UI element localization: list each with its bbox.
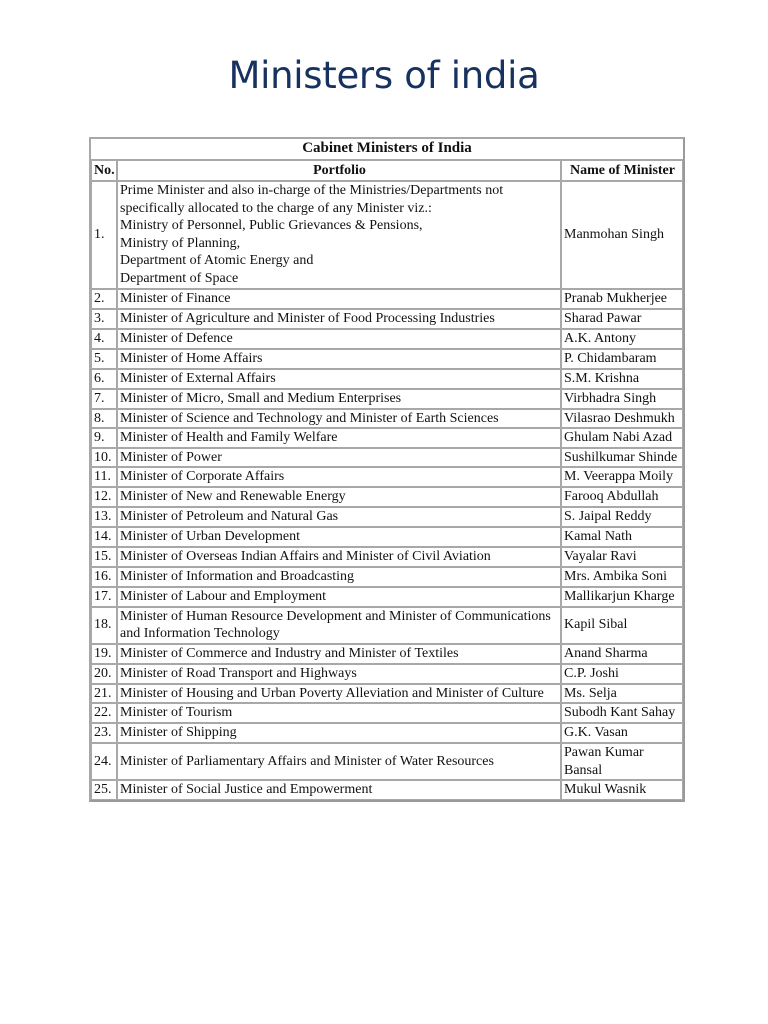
minister-name-cell: Virbhadra Singh: [561, 389, 683, 409]
row-number: 25.: [91, 780, 117, 800]
row-number: 2.: [91, 289, 117, 309]
minister-name-cell: Ms. Selja: [561, 684, 683, 704]
minister-name-cell: C.P. Joshi: [561, 664, 683, 684]
portfolio-line: Prime Minister and also in-charge of the Ministries/Departments not: [120, 183, 504, 198]
minister-name-cell: S. Jaipal Reddy: [561, 507, 683, 527]
portfolio-cell: Minister of Urban Development: [117, 527, 561, 547]
table-row: [91, 507, 683, 527]
table-row: [91, 181, 683, 289]
row-number: 8.: [91, 409, 117, 429]
table-row: [91, 567, 683, 587]
ministers-table-container: [89, 137, 681, 802]
portfolio-cell: [117, 181, 561, 289]
table-row: [91, 664, 683, 684]
table-row: [91, 684, 683, 704]
row-number: 24.: [91, 743, 117, 780]
row-number: 22.: [91, 703, 117, 723]
column-header-name: Name of Minister: [561, 160, 683, 181]
table-caption-row: [91, 139, 683, 160]
portfolio-line: Ministry of Personnel, Public Grievances & Pensions,: [120, 218, 423, 234]
table-header-row: [91, 160, 683, 181]
minister-name-cell: M. Veerappa Moily: [561, 467, 683, 487]
portfolio-cell: Minister of Defence: [117, 329, 561, 349]
row-number: 15.: [91, 547, 117, 567]
minister-name-cell: S.M. Krishna: [561, 369, 683, 389]
portfolio-cell: Minister of Science and Technology and Minister of Earth Sciences: [117, 409, 561, 429]
table-row: [91, 329, 683, 349]
minister-name-cell: Anand Sharma: [561, 644, 683, 664]
portfolio-cell: Minister of Labour and Employment: [117, 587, 561, 607]
minister-name-cell: Vayalar Ravi: [561, 547, 683, 567]
portfolio-cell: Minister of Commerce and Industry and Minister of Textiles: [117, 644, 561, 664]
page-title: Ministers of india: [228, 54, 540, 97]
portfolio-line: Department of Space: [120, 270, 239, 286]
minister-name-cell: Mrs. Ambika Soni: [561, 567, 683, 587]
row-number: 10.: [91, 448, 117, 468]
minister-name-cell: Ghulam Nabi Azad: [561, 428, 683, 448]
row-number: 4.: [91, 329, 117, 349]
row-number: 1.: [91, 181, 117, 289]
minister-name-cell: P. Chidambaram: [561, 349, 683, 369]
minister-name-cell: Sharad Pawar: [561, 309, 683, 329]
portfolio-cell: Minister of Finance: [117, 289, 561, 309]
row-number: 12.: [91, 487, 117, 507]
portfolio-cell: Minister of Housing and Urban Poverty Alleviation and Minister of Culture: [117, 684, 561, 704]
minister-name-cell: Sushilkumar Shinde: [561, 448, 683, 468]
portfolio-cell: Minister of Human Resource Development and Minister of Communications and Information Technology: [117, 607, 561, 644]
minister-name-cell: Pranab Mukherjee: [561, 289, 683, 309]
row-number: 23.: [91, 723, 117, 743]
table-row: [91, 723, 683, 743]
row-number: 17.: [91, 587, 117, 607]
minister-name-cell: Kamal Nath: [561, 527, 683, 547]
portfolio-cell: Minister of Parliamentary Affairs and Minister of Water Resources: [117, 743, 561, 780]
row-number: 18.: [91, 607, 117, 644]
row-number: 7.: [91, 389, 117, 409]
minister-name-cell: Vilasrao Deshmukh: [561, 409, 683, 429]
cabinet-ministers-table: [89, 137, 685, 802]
minister-name-cell: Mukul Wasnik: [561, 780, 683, 800]
portfolio-cell: Minister of Tourism: [117, 703, 561, 723]
minister-name-cell: Manmohan Singh: [561, 181, 683, 289]
column-header-no: No.: [91, 160, 117, 181]
column-header-portfolio: Portfolio: [117, 160, 561, 181]
portfolio-cell: Minister of Corporate Affairs: [117, 467, 561, 487]
minister-name-cell: Farooq Abdullah: [561, 487, 683, 507]
row-number: 19.: [91, 644, 117, 664]
portfolio-cell: Minister of Petroleum and Natural Gas: [117, 507, 561, 527]
table-row: [91, 369, 683, 389]
row-number: 5.: [91, 349, 117, 369]
minister-name-cell: G.K. Vasan: [561, 723, 683, 743]
portfolio-cell: Minister of Power: [117, 448, 561, 468]
table-row: [91, 743, 683, 780]
portfolio-cell: Minister of External Affairs: [117, 369, 561, 389]
portfolio-line: Department of Atomic Energy and: [120, 253, 314, 269]
portfolio-cell: Minister of Information and Broadcasting: [117, 567, 561, 587]
table-row: [91, 428, 683, 448]
table-row: [91, 309, 683, 329]
minister-name-cell: Pawan Kumar Bansal: [561, 743, 683, 780]
portfolio-cell: Minister of Social Justice and Empowerment: [117, 780, 561, 800]
row-number: 3.: [91, 309, 117, 329]
minister-name-cell: Mallikarjun Kharge: [561, 587, 683, 607]
table-row: [91, 409, 683, 429]
row-number: 6.: [91, 369, 117, 389]
portfolio-cell: Minister of Micro, Small and Medium Enterprises: [117, 389, 561, 409]
table-row: [91, 527, 683, 547]
portfolio-cell: Minister of Road Transport and Highways: [117, 664, 561, 684]
portfolio-cell: Minister of Agriculture and Minister of Food Processing Industries: [117, 309, 561, 329]
portfolio-line: Ministry of Planning,: [120, 235, 241, 251]
minister-name-cell: Subodh Kant Sahay: [561, 703, 683, 723]
portfolio-cell: Minister of Home Affairs: [117, 349, 561, 369]
row-number: 21.: [91, 684, 117, 704]
table-row: [91, 467, 683, 487]
minister-name-cell: Kapil Sibal: [561, 607, 683, 644]
minister-name-cell: A.K. Antony: [561, 329, 683, 349]
table-row: [91, 349, 683, 369]
table-row: [91, 547, 683, 567]
portfolio-cell: Minister of New and Renewable Energy: [117, 487, 561, 507]
table-row: [91, 703, 683, 723]
table-row: [91, 448, 683, 468]
row-number: 14.: [91, 527, 117, 547]
table-row: [91, 289, 683, 309]
table-row: [91, 487, 683, 507]
row-number: 11.: [91, 467, 117, 487]
portfolio-cell: Minister of Shipping: [117, 723, 561, 743]
row-number: 20.: [91, 664, 117, 684]
row-number: 9.: [91, 428, 117, 448]
row-number: 16.: [91, 567, 117, 587]
table-row: [91, 607, 683, 644]
table-row: [91, 587, 683, 607]
table-row: [91, 644, 683, 664]
portfolio-cell: Minister of Health and Family Welfare: [117, 428, 561, 448]
portfolio-line: specifically allocated to the charge of any Minister viz.:: [120, 200, 432, 216]
portfolio-cell: Minister of Overseas Indian Affairs and Minister of Civil Aviation: [117, 547, 561, 567]
row-number: 13.: [91, 507, 117, 527]
table-caption: Cabinet Ministers of India: [91, 139, 683, 160]
table-row: [91, 389, 683, 409]
table-row: [91, 780, 683, 800]
